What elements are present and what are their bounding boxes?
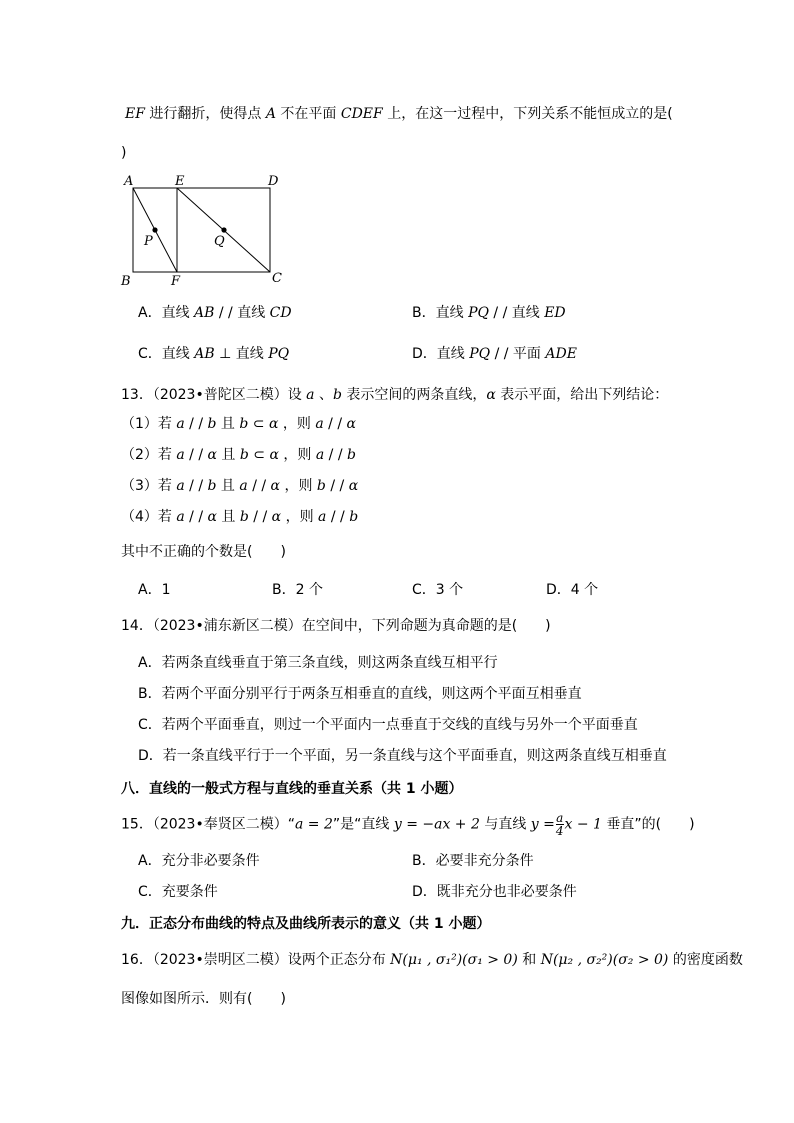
- relation: / /: [184, 509, 208, 525]
- label-C: C: [272, 271, 282, 286]
- stem-text: 15．（2023•奉贤区二模）“: [121, 816, 295, 833]
- relation: / /: [325, 478, 349, 494]
- math-N: N: [540, 952, 553, 968]
- math: ED: [544, 305, 566, 321]
- item-text: （3）若: [121, 478, 177, 494]
- relation: / /: [324, 447, 348, 463]
- q15-stem: [121, 812, 695, 837]
- math: α: [270, 478, 281, 494]
- option-text: C．直线: [138, 346, 195, 362]
- item-text: ，则: [280, 478, 317, 494]
- math-alpha: α: [486, 387, 496, 403]
- q12-stem-line2: ): [121, 145, 127, 161]
- q13-item-1: [121, 414, 356, 434]
- q12-option-c: [138, 344, 289, 364]
- q14-stem: 14．（2023•浦东新区二模）在空间中，下列命题为真命题的是( ): [121, 618, 551, 634]
- point-P-dot: [152, 227, 157, 232]
- math-b: b: [332, 387, 342, 403]
- rectangle-fold-figure: [112, 168, 292, 294]
- section-heading-8: 八．直线的一般式方程与直线的垂直关系（共 1 小题）: [121, 781, 463, 797]
- math: a: [318, 509, 327, 525]
- label-E: E: [175, 174, 185, 189]
- q15-option-d: D．既非充分也非必要条件: [412, 884, 577, 900]
- math: b: [347, 447, 356, 463]
- stem-text: 表示空间的两条直线，: [341, 387, 487, 403]
- math-a: a: [306, 387, 315, 403]
- item-text: ，则: [278, 447, 316, 463]
- stem-text: 13．（2023•普陀区二模）设: [121, 387, 307, 403]
- option-text: / / 直线: [214, 305, 270, 321]
- q13-stem: [121, 385, 668, 405]
- q12-option-d: [412, 344, 577, 364]
- label-Q: Q: [214, 234, 225, 249]
- math: b: [207, 416, 217, 432]
- math: α: [269, 447, 279, 463]
- math: α: [207, 447, 217, 463]
- q13-item-3: [121, 476, 358, 496]
- relation: ⊂: [248, 447, 270, 463]
- item-text: （4）若: [121, 509, 177, 525]
- math: AB: [194, 305, 215, 321]
- q15-option-c: C．充要条件: [138, 884, 218, 900]
- fraction-numerator: a: [556, 811, 564, 825]
- math-condition: a = 2: [294, 816, 333, 833]
- label-A: A: [124, 174, 134, 189]
- stem-text: 进行翻折，使得点: [144, 106, 266, 122]
- math-A: A: [265, 106, 276, 122]
- q12-option-a: [138, 303, 292, 323]
- math: PQ: [469, 346, 491, 362]
- q13-option-d: D．4 个: [546, 582, 599, 598]
- math: CD: [269, 305, 292, 321]
- label-B: B: [121, 274, 131, 289]
- math: α: [348, 478, 359, 494]
- relation: / /: [323, 416, 347, 432]
- math: b: [239, 509, 249, 525]
- item-text: （2）若: [121, 447, 177, 463]
- math-EF: EF: [125, 106, 145, 122]
- math: a: [176, 509, 185, 525]
- q15-option-a: A．充分非必要条件: [138, 853, 260, 869]
- math-distribution-1: (μ₁ , σ₁²)(σ₁ > 0): [402, 952, 518, 968]
- relation: / /: [326, 509, 350, 525]
- stem-text: 表示平面，给出下列结论：: [495, 387, 669, 403]
- stem-text: 上，在这一过程中，下列关系不能恒成立的是(: [382, 106, 673, 122]
- math-y: y =: [530, 816, 555, 833]
- math: a: [239, 478, 248, 494]
- point-Q-dot: [221, 227, 226, 232]
- math: a: [315, 416, 324, 432]
- math: PQ: [468, 305, 489, 321]
- relation: / /: [184, 447, 208, 463]
- math: a: [176, 447, 185, 463]
- math: b: [239, 447, 249, 463]
- label-P: P: [144, 234, 153, 249]
- stem-text: 垂直”的( ): [601, 816, 695, 833]
- math: a: [176, 478, 185, 494]
- relation: / /: [184, 478, 208, 494]
- stem-text: 与直线: [479, 816, 531, 833]
- q13-item-2: [121, 445, 356, 465]
- item-text: 且: [216, 509, 240, 525]
- math: ADE: [545, 346, 577, 362]
- math-N: N: [390, 952, 403, 968]
- q14-option-b: B．若两个平面分别平行于两条互相垂直的直线，则这两个平面互相垂直: [138, 686, 582, 702]
- section-heading-9: 九．正态分布曲线的特点及曲线所表示的意义（共 1 小题）: [121, 916, 491, 932]
- option-text: A．直线: [138, 305, 195, 321]
- fraction-a-over-4: [556, 812, 564, 837]
- math: α: [269, 416, 279, 432]
- math: α: [271, 509, 282, 525]
- stem-text: 和: [517, 952, 541, 968]
- math: α: [346, 416, 356, 432]
- option-text: / / 平面: [490, 346, 546, 362]
- q13-option-b: B．2 个: [272, 582, 323, 598]
- math: a: [176, 416, 185, 432]
- item-text: （1）若: [121, 416, 177, 432]
- item-text: 且: [216, 416, 240, 432]
- q14-option-a: A．若两条直线垂直于第三条直线，则这两条直线互相平行: [138, 655, 498, 671]
- q13-question: 其中不正确的个数是( ): [121, 544, 286, 560]
- math-distribution-2: (μ₂ , σ₂²)(σ₂ > 0): [552, 952, 669, 968]
- option-text: ⊥ 直线: [214, 346, 269, 362]
- q13-option-c: C．3 个: [412, 582, 464, 598]
- relation: ⊂: [248, 416, 269, 432]
- relation: / /: [184, 416, 208, 432]
- stem-text: 16．（2023•崇明区二模）设两个正态分布: [121, 952, 391, 968]
- item-text: 且: [216, 447, 240, 463]
- option-text: D．直线: [412, 346, 470, 362]
- math: a: [315, 447, 325, 463]
- math-tail: x − 1: [564, 816, 602, 833]
- math: b: [239, 416, 249, 432]
- relation: / /: [247, 478, 271, 494]
- label-D: D: [268, 174, 279, 189]
- stem-text: 的密度函数: [668, 952, 743, 968]
- math: PQ: [268, 346, 290, 362]
- math: α: [207, 509, 217, 525]
- math: AB: [194, 346, 215, 362]
- q13-item-4: [121, 507, 358, 527]
- math-line1: y = −ax + 2: [393, 816, 480, 833]
- stem-text: 、: [314, 387, 333, 403]
- q14-option-d: D．若一条直线平行于一个平面，另一条直线与这个平面垂直，则这两条直线互相垂直: [138, 748, 667, 764]
- item-text: ，则: [278, 416, 316, 432]
- stem-text: 不在平面: [275, 106, 341, 122]
- math-CDEF: CDEF: [340, 106, 383, 122]
- option-text: / / 直线: [488, 305, 545, 321]
- math: b: [349, 509, 359, 525]
- math: b: [316, 478, 326, 494]
- q12-stem-line1: [125, 104, 673, 124]
- label-F: F: [171, 274, 181, 289]
- stem-text: ”是“直线: [332, 816, 394, 833]
- q16-stem-line2: 图像如图所示．则有( ): [121, 991, 286, 1007]
- q15-option-b: B．必要非充分条件: [412, 853, 534, 869]
- math: b: [207, 478, 217, 494]
- relation: / /: [248, 509, 272, 525]
- q12-option-b: [412, 303, 566, 323]
- q16-stem-line1: [121, 950, 743, 970]
- q14-option-c: C．若两个平面垂直，则过一个平面内一点垂直于交线的直线与另外一个平面垂直: [138, 717, 638, 733]
- fraction-denominator: 4: [555, 824, 564, 838]
- item-text: ，则: [281, 509, 319, 525]
- option-text: B．直线: [412, 305, 469, 321]
- item-text: 且: [216, 478, 240, 494]
- q13-option-a: A．1: [138, 582, 171, 598]
